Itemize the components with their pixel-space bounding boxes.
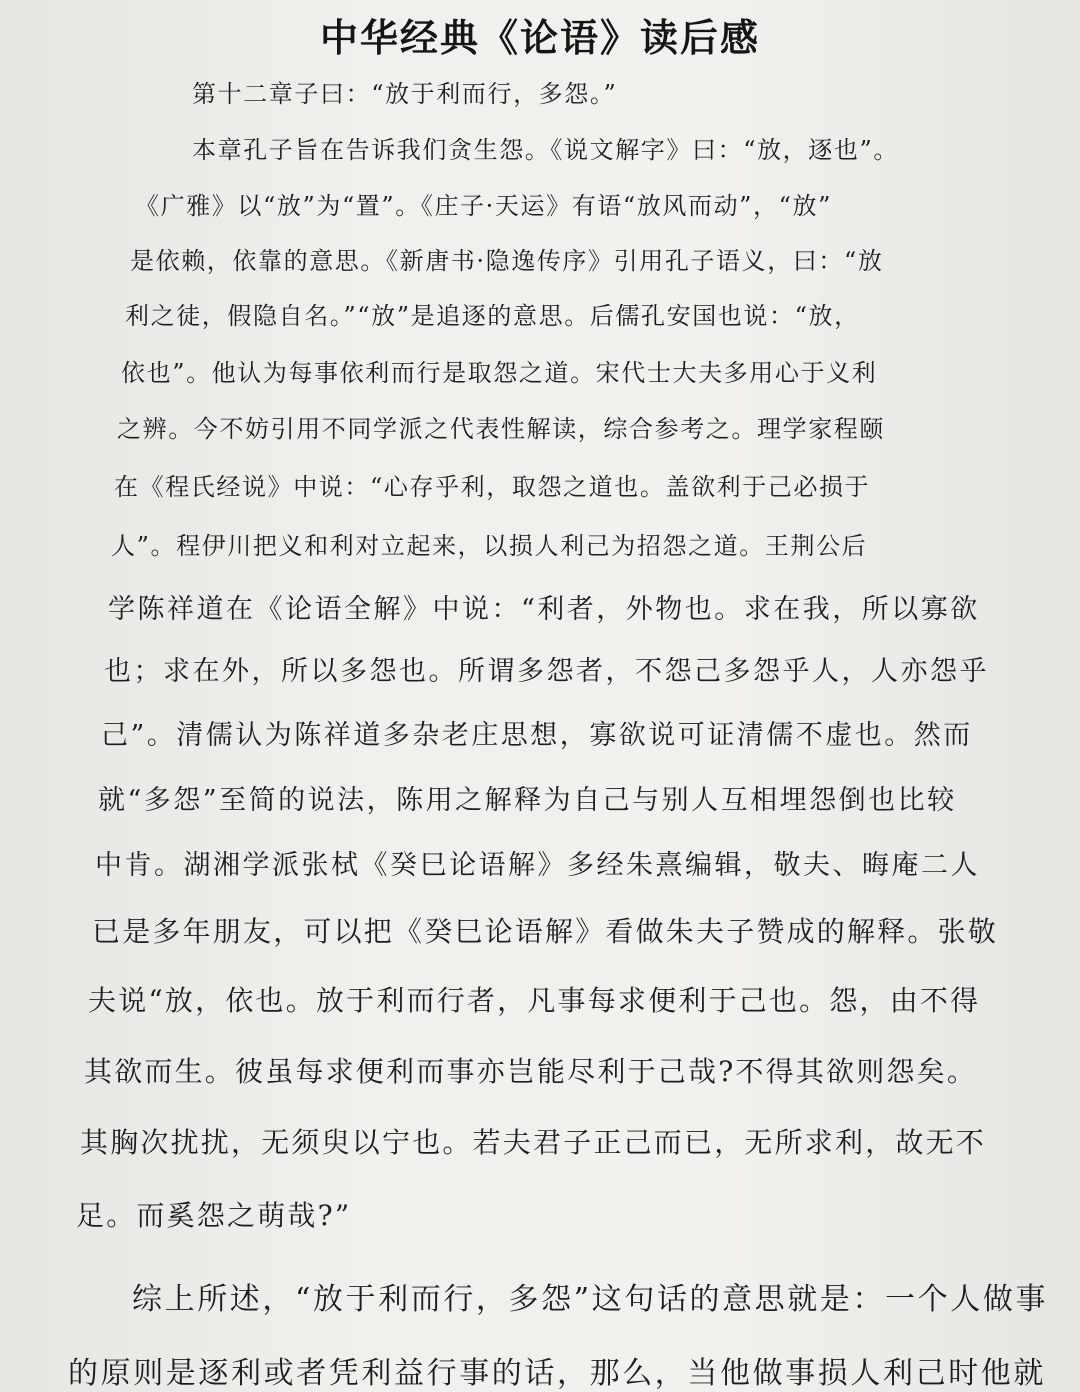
text-line: 也；求在外，所以多怨也。所谓多怨者，不怨己多怨乎人，人亦怨乎 [104, 656, 989, 687]
text-line: 的原则是逐利或者凭利益行事的话，那么，当他做事损人利己时他就 [68, 1356, 1046, 1391]
text-line: 第十二章子曰：“放于利而行，多怨。” [192, 80, 618, 108]
text-line: 就“多怨”至简的说法，陈用之解释为自己与别人互相埋怨倒也比较 [98, 785, 957, 816]
text-line: 《广雅》以“放”为“置”。《庄子·天运》有语“放风而动”，“放” [135, 192, 832, 220]
text-line: 中肯。湖湘学派张栻《癸巳论语解》多经朱熹编辑，敬夫、晦庵二人 [95, 850, 980, 881]
text-line: 人”。程伊川把义和利对立起来，以损人利己为招怨之道。王荆公后 [111, 532, 868, 560]
text-line: 足。而奚怨之萌哉?” [76, 1199, 352, 1232]
text-line: 利之徒，假隐自名。”“放”是追逐的意思。后儒孔安国也说：“放， [125, 302, 860, 330]
text-line: 己”。清儒认为陈祥道多杂老庄思想，寡欲说可证清儒不虚也。然而 [101, 720, 973, 751]
text-line: 综上所述，“放于利而行，多怨”这句话的意思就是：一个人做事 [132, 1282, 1049, 1317]
text-line: 是依赖，依靠的意思。《新唐书·隐逸传序》引用孔子语义，曰：“放 [130, 247, 884, 275]
text-line: 已是多年朋友，可以把《癸巳论语解》看做朱夫子赞成的解释。张敬 [92, 915, 999, 948]
text-line: 在《程氏经说》中说：“心存乎利，取怨之道也。盖欲利于己必损于 [114, 473, 871, 501]
text-line: 依也”。他认为每事依利而行是取怨之道。宋代士大夫多用心于义利 [121, 359, 878, 387]
text-line: 学陈祥道在《论语全解》中说：“利者，外物也。求在我，所以寡欲 [108, 594, 980, 625]
text-line: 本章孔子旨在告诉我们贪生怨。《说文解字》曰：“放，逐也”。 [192, 136, 899, 164]
text-line: 其胸次扰扰，无须臾以宁也。若夫君子正己而已，无所求利，故无不 [80, 1126, 987, 1159]
document-title: 中华经典《论语》读后感 [319, 15, 760, 60]
text-line: 夫说“放，依也。放于利而行者，凡事每求便利于己也。怨，由不得 [88, 984, 981, 1017]
text-line: 之辨。今不妨引用不同学派之代表性解读，综合参考之。理学家程颐 [117, 415, 885, 443]
text-line: 其欲而生。彼虽每求便利而事亦岂能尽利于己哉?不得其欲则怨矣。 [84, 1055, 978, 1088]
